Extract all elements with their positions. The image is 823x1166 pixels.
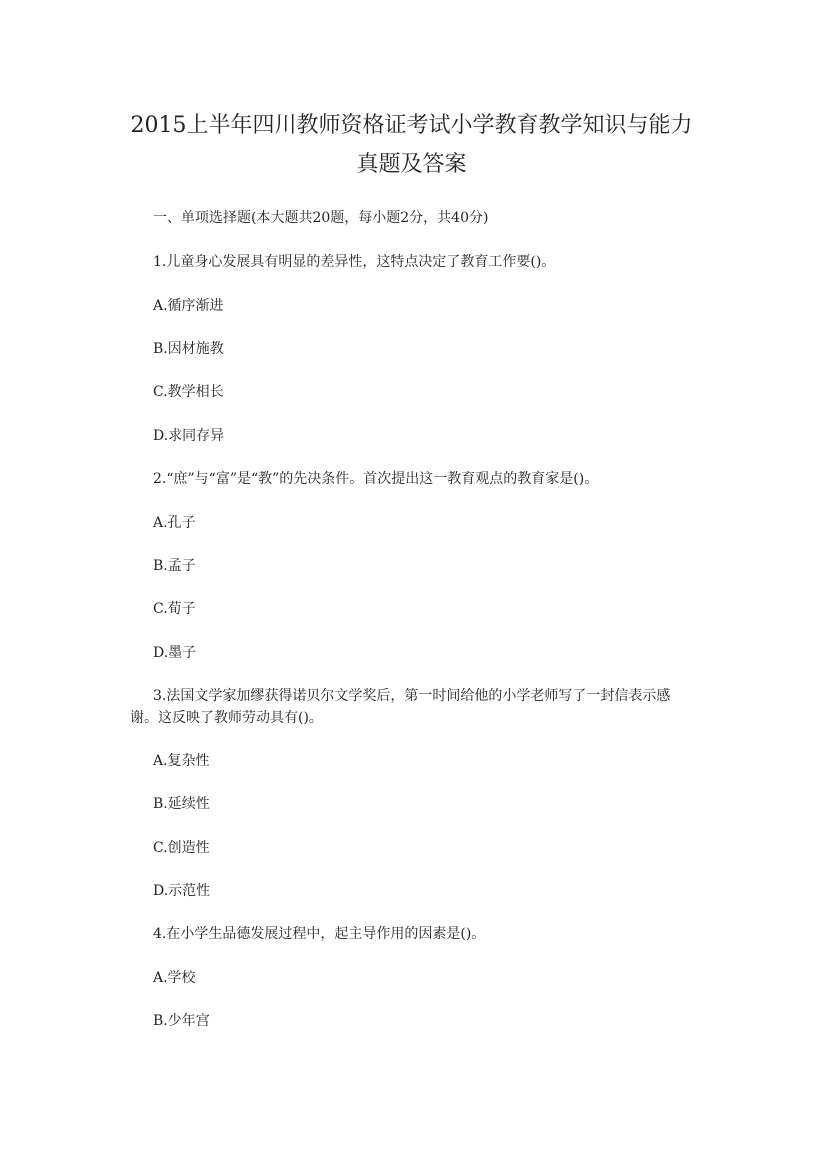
question-3-stem-line-1: 3.法国文学家加缪获得诺贝尔文学奖后，第一时间给他的小学老师写了一封信表示感 [153, 688, 671, 704]
question-1-option-a: A.循序渐进 [153, 298, 224, 314]
question-2-option-c: C.荀子 [153, 601, 196, 617]
question-3-option-c: C.创造性 [153, 840, 210, 856]
question-3-stem-line-2: 谢。这反映了教师劳动具有()。 [130, 710, 323, 726]
question-2-option-a: A.孔子 [153, 515, 196, 531]
question-2-option-d: D.墨子 [153, 645, 197, 661]
question-3-option-b: B.延续性 [153, 796, 210, 812]
question-1-stem: 1.儿童身心发展具有明显的差异性，这特点决定了教育工作要()。 [153, 254, 556, 270]
question-1-option-b: B.因材施教 [153, 341, 224, 357]
question-3-option-d: D.示范性 [153, 883, 211, 899]
document-title-line-2: 真题及答案 [356, 152, 467, 177]
question-2-stem: 2.“庶”与“富”是“教”的先决条件。首次提出这一教育观点的教育家是()。 [153, 471, 599, 487]
question-4-stem: 4.在小学生品德发展过程中，起主导作用的因素是()。 [153, 926, 486, 942]
question-4-option-a: A.学校 [153, 970, 196, 986]
question-1-option-d: D.求同存异 [153, 428, 225, 444]
question-4-option-b: B.少年宫 [153, 1013, 210, 1029]
question-1-option-c: C.教学相长 [153, 384, 224, 400]
document-title-line-1: 2015上半年四川教师资格证考试小学教育教学知识与能力 [130, 113, 693, 138]
question-2-option-b: B.孟子 [153, 558, 196, 574]
question-3-option-a: A.复杂性 [153, 753, 210, 769]
section-heading: 一、单项选择题(本大题共20题，每小题2分，共40分) [153, 210, 489, 226]
